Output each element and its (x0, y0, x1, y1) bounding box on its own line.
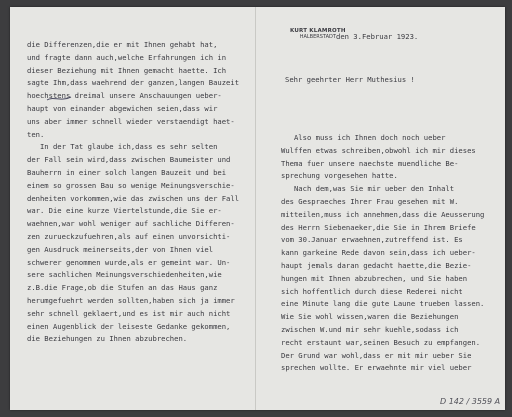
text-line: sprechung vorgesehen hatte. (281, 171, 398, 181)
text-line: uns aber immer schnell wieder verstaendigt haet- (27, 116, 235, 126)
text-line: herumgefuehrt werden sollten,haben sich ja immer (27, 295, 235, 305)
letter-date: den 3.Februar 1923. (336, 32, 419, 41)
text-line: sprechen wollte. Er erwaehnte mir viel ueber (281, 363, 472, 373)
text-line: Wie Sie wohl wissen,waren die Beziehungen (281, 312, 459, 322)
text-line: Wulffen etwas schreiben,obwohl ich mir dieses (281, 145, 476, 155)
text-line: und fragte dann auch,welche Erfahrungen ich in (27, 52, 227, 62)
text-line: die Beziehungen zu Ihnen abzubrechen. (27, 334, 188, 344)
text-line: des Herrn Siebenaeker,die Sie in Ihrem Briefe (281, 222, 476, 232)
text-line: recht erstaunt war,seinen Besuch zu empfangen. (281, 337, 481, 347)
text-line: hungen mit Ihnen abzubrechen, und Sie haben (281, 273, 468, 283)
text-line: Thema fuer unsere naechste muendliche Be- (281, 158, 459, 168)
text-line: eine Minute lang die gute Laune trueben lassen. (281, 299, 485, 309)
text-line: Bauherrn in einer solch langen Bauzeit und bei (27, 167, 227, 177)
text-line: haupt von einander abgewichen seien,dass wir (27, 103, 218, 113)
salutation: Sehr geehrter Herr Muthesius ! (285, 74, 415, 84)
text-line: z.B.die Frage,ob die Stufen an das Haus ganz (27, 283, 218, 293)
text-line: war. Die eine kurze Viertelstunde,die Sie er- (27, 206, 222, 216)
text-line: sich hoffentlich durch diese Rederei nicht (281, 286, 463, 296)
text-line: Der Grund war wohl,dass er mit mir ueber Sie (281, 350, 472, 360)
text-line: vom 30.Januar erwaehnen,zutreffend ist. Es (281, 235, 463, 245)
right-page-text (281, 68, 484, 388)
text-line: hoechstens dreimal unsere Anschauungen ueber- (27, 91, 222, 101)
text-line: gen Ausdruck meinerseits,der von Ihnen viel (27, 244, 214, 254)
text-line: einem so grossen Bau so wenige Meinungsverschie- (27, 180, 235, 190)
left-page-text (27, 39, 239, 346)
letterhead-place: HALBERSTADT (299, 34, 336, 40)
archive-mark: D 142 / 3559 A (440, 397, 501, 406)
text-line: haupt jemals daran gedacht haette,die Bezie- (281, 260, 472, 270)
text-line: denheiten vorkommen,wie das zwischen uns der Fall (27, 193, 240, 203)
text-line: ten. (27, 129, 45, 139)
text-line: sere sachlichen Meinungsverschiedenheiten,wie (27, 270, 222, 280)
text-line: der Fall sein wird,dass zwischen Baumeister und (27, 155, 231, 165)
handwritten-underline-mark (45, 93, 75, 103)
page-fold (255, 7, 256, 410)
right-body (281, 132, 484, 375)
text-line: waehnen,war wohl weniger auf sachliche Differen- (27, 219, 235, 229)
text-line: kann garkeine Rede davon sein,dass ich ueber- (281, 248, 476, 258)
text-line: mitteilen,muss ich annehmen,dass die Aeusserung (281, 209, 485, 219)
text-line: dieser Beziehung mit Ihnen gemacht haette. Ich (27, 65, 227, 75)
text-line: sehr schnell geklaert,und es ist mir auch nicht (27, 308, 231, 318)
text-line: In der Tat glaube ich,dass es sehr selten (27, 142, 218, 152)
text-line: zwischen W.und mir sehr kuehle,sodass ich (281, 324, 459, 334)
text-line: sagte Ihm,dass waehrend der ganzen,langen Bauzeit (27, 78, 240, 88)
text-line: schwerer genommen wurde,als er gemeint war. Un- (27, 257, 231, 267)
text-line: einen Augenblick der leiseste Gedanke gekommen, (27, 321, 231, 331)
text-line: Nach dem,was Sie mir ueber den Inhalt (281, 184, 455, 194)
text-line: zen zurueckzufuehren,als auf einen unvorsichti- (27, 231, 231, 241)
text-line: Also muss ich Ihnen doch noch ueber (281, 132, 446, 142)
letterhead-name: KURT KLAMROTH (290, 28, 346, 34)
text-line: die Differenzen,die er mit Ihnen gehabt hat, (27, 40, 218, 49)
text-line: des Gespraeches Ihrer Frau gesehen mit W. (281, 196, 459, 206)
